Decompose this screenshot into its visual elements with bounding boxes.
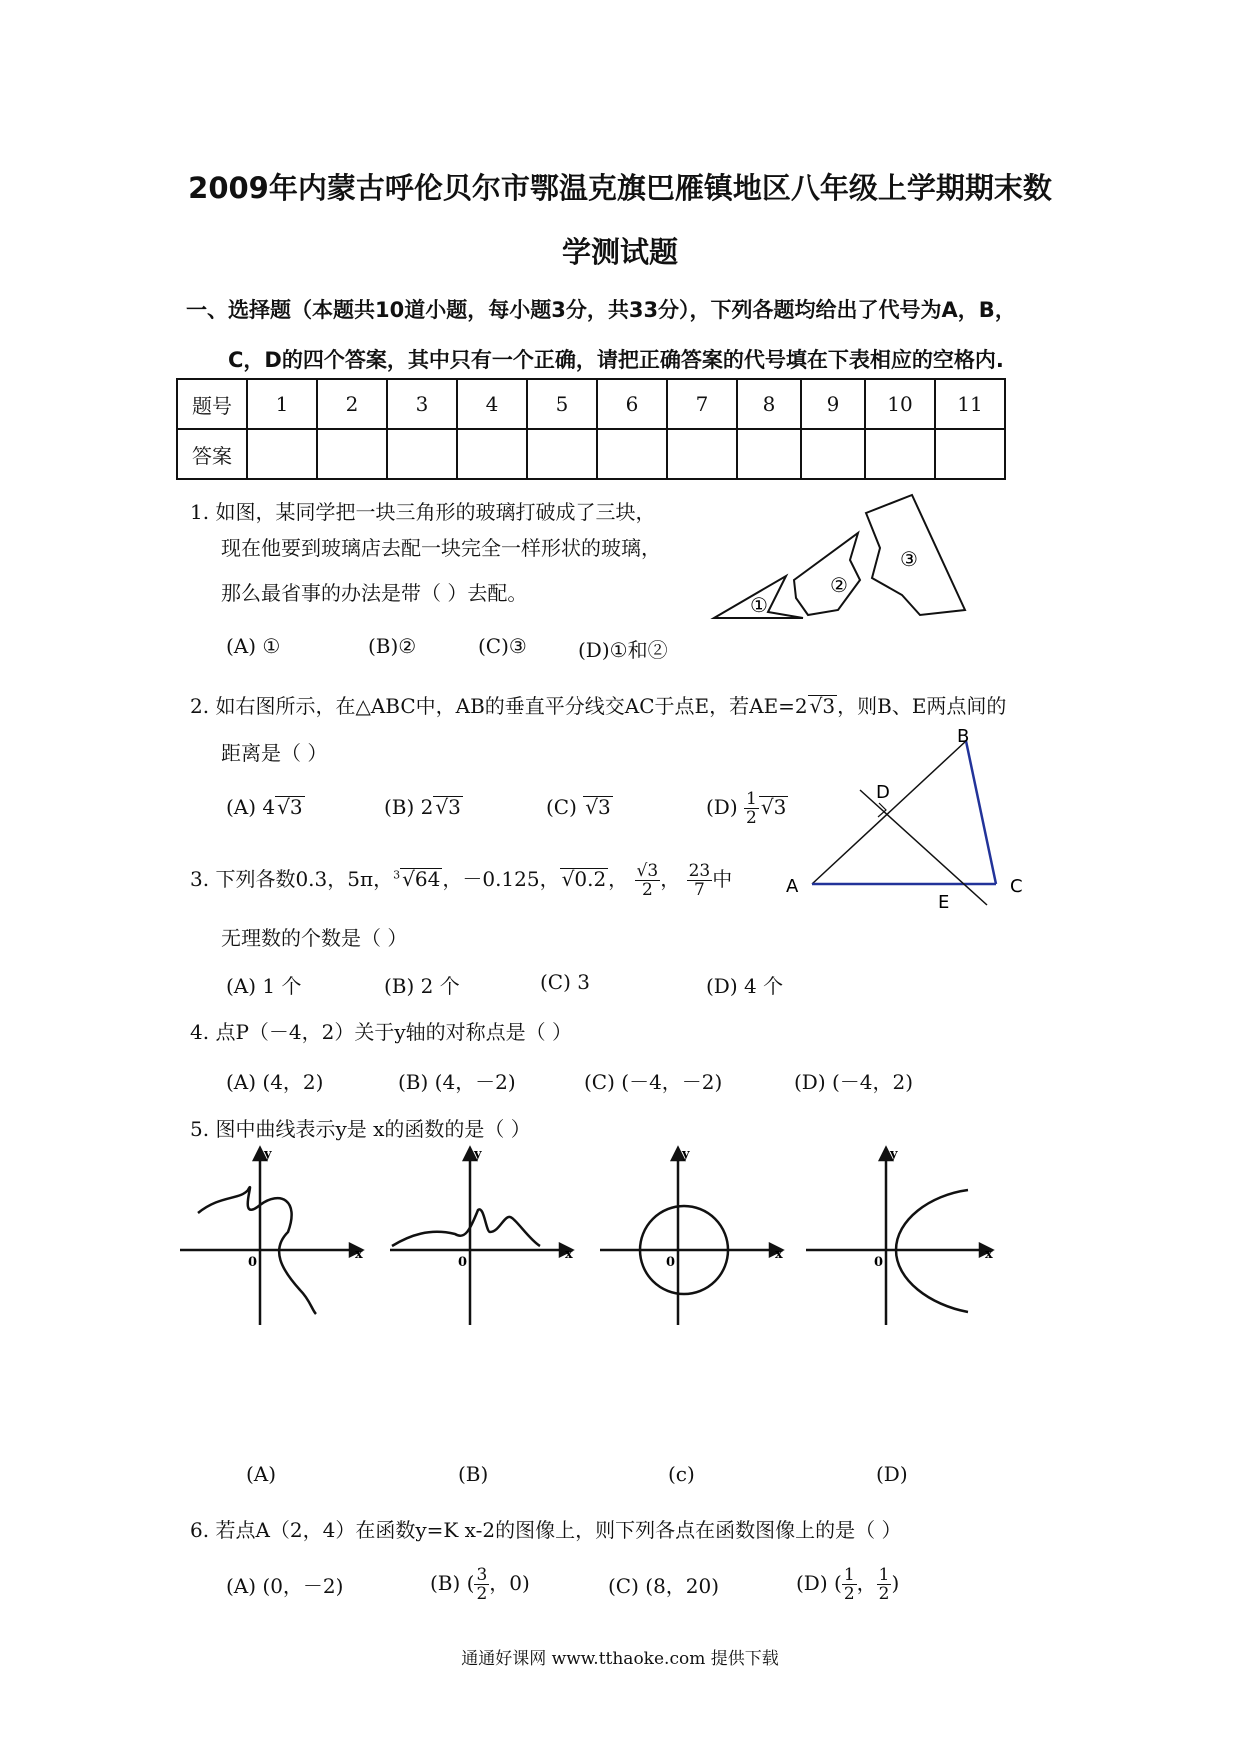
axis-x-label: x xyxy=(355,1247,363,1262)
q4-line1: 4. 点P（－4，2）关于y轴的对称点是（ ） xyxy=(190,1020,573,1044)
q1-option-c: (C)③ xyxy=(478,634,527,658)
q4-option-c: (C) (－4，－2) xyxy=(584,1070,723,1094)
q5-line1: 5. 图中曲线表示y是 x的函数的是（ ） xyxy=(190,1117,531,1141)
table-header-number: 题号 xyxy=(177,379,247,429)
q5-label-d: (D) xyxy=(876,1462,908,1486)
q5-label-b: (B) xyxy=(458,1462,489,1486)
axis-x-label: x xyxy=(985,1247,993,1262)
table-cell-number: 8 xyxy=(737,379,801,429)
cube-root-64: √64 xyxy=(402,867,441,891)
repeating-decimal: 0.3 xyxy=(295,867,328,891)
sqrt-3: √3 xyxy=(809,694,836,718)
q1-line2: 现在他要到玻璃店去配一块完全一样形状的玻璃， xyxy=(221,536,661,560)
q1-option-b: (B)② xyxy=(368,634,417,658)
vertex-label-c: C xyxy=(1010,876,1023,897)
q2-prefix: 2. 如右图所示，在△ABC中，AB的垂直平分线交AC于点E，若AE=2 xyxy=(190,694,808,718)
graph-b xyxy=(390,1148,572,1325)
footer: 通通好课网 www.tthaoke.com 提供下载 xyxy=(461,1649,779,1669)
q1-option-a: (A) ① xyxy=(226,634,281,658)
q3-option-a: (A) 1 个 xyxy=(226,974,302,998)
fraction-sqrt3-over-2: $\frac{√3}{2}$ xyxy=(636,861,659,900)
axis-y-label: y xyxy=(682,1147,690,1162)
q2-option-d: (D) $\frac{1}{2}$ √3 xyxy=(706,789,787,828)
q2-option-a: (A) 4 √3 xyxy=(226,795,303,819)
q6-option-d: (D) ( $\frac{1}{2}$ ， $\frac{1}{2}$ ) xyxy=(796,1565,900,1604)
axis-x-label: x xyxy=(565,1247,573,1262)
glass-label-3: ③ xyxy=(900,547,918,571)
q6-line1: 6. 若点A（2，4）在函数y=K x-2的图像上，则下列各点在函数图像上的是（ ） xyxy=(190,1518,902,1542)
glass-label-1: ① xyxy=(750,593,768,617)
q3-option-d: (D) 4 个 xyxy=(706,974,784,998)
axis-y-label: y xyxy=(264,1147,272,1162)
q6-option-a: (A) (0，－2) xyxy=(226,1574,344,1598)
table-cell-number: 6 xyxy=(597,379,667,429)
q2-suffix: ，则B、E两点间的 xyxy=(837,694,1007,718)
q6-option-b: (B) ( $\frac{3}{2}$ ，0) xyxy=(430,1565,530,1604)
page-title-line1: 2009年内蒙古呼伦贝尔市鄂温克旗巴雁镇地区八年级上学期期末数 xyxy=(188,171,1052,205)
q3-option-b: (B) 2 个 xyxy=(384,974,460,998)
section1-heading-line1: 一、选择题（本题共10道小题，每小题3分，共33分），下列各题均给出了代号为A，B， xyxy=(186,298,1016,322)
table-cell-number: 5 xyxy=(527,379,597,429)
vertex-label-b: B xyxy=(957,726,970,747)
origin-label: 0 xyxy=(458,1255,468,1270)
q1-line1: 1. 如图，某同学把一块三角形的玻璃打破成了三块， xyxy=(190,500,656,524)
origin-label: 0 xyxy=(248,1255,258,1270)
q1-line3: 那么最省事的办法是带（ ）去配。 xyxy=(221,581,528,605)
vertex-label-e: E xyxy=(938,892,950,913)
table-cell-number: 3 xyxy=(387,379,457,429)
q4-option-b: (B) (4，－2) xyxy=(398,1070,516,1094)
q1-option-d: (D)①和② xyxy=(578,638,668,662)
glass-label-2: ② xyxy=(830,573,848,597)
vertex-label-d: D xyxy=(876,782,890,803)
table-cell-number: 2 xyxy=(317,379,387,429)
vertex-label-a: A xyxy=(786,876,799,897)
q3-line2: 无理数的个数是（ ） xyxy=(221,926,408,950)
table-cell-number: 9 xyxy=(801,379,865,429)
q2-line2: 距离是（ ） xyxy=(221,741,328,765)
q5-label-a: (A) xyxy=(246,1462,277,1486)
origin-label: 0 xyxy=(666,1255,676,1270)
q4-option-d: (D) (－4，2) xyxy=(794,1070,914,1094)
axis-x-label: x xyxy=(775,1247,783,1262)
origin-label: 0 xyxy=(874,1255,884,1270)
axis-y-label: y xyxy=(474,1147,482,1162)
table-header-answer: 答案 xyxy=(177,429,247,479)
axis-y-label: y xyxy=(890,1147,898,1162)
sqrt-0-2: √0.2 xyxy=(561,867,607,891)
page-title-line2: 学测试题 xyxy=(561,235,678,269)
q6-option-c: (C) (8，20) xyxy=(608,1574,720,1598)
table-cell-number: 10 xyxy=(865,379,935,429)
q3-line1: 3. 下列各数0.3，5π，$^3$ √64 ，－0.125， √0.2 ， $\frac{√3}{2}$ ， $\frac{23}{7}$ 中 xyxy=(190,861,733,900)
table-cell-number: 7 xyxy=(667,379,737,429)
graph-a xyxy=(180,1148,362,1325)
table-cell-number: 1 xyxy=(247,379,317,429)
section1-heading-line2: C，D的四个答案，其中只有一个正确，请把正确答案的代号填在下表相应的空格内. xyxy=(228,348,1004,372)
q4-option-a: (A) (4，2) xyxy=(226,1070,324,1094)
table-cell-number: 4 xyxy=(457,379,527,429)
graph-c xyxy=(600,1148,782,1325)
q2-option-c: (C) √3 xyxy=(546,795,611,819)
table-cell-number: 11 xyxy=(935,379,1005,429)
graph-d xyxy=(806,1148,992,1325)
q3-option-c: (C) 3 xyxy=(540,970,590,994)
q2-option-b: (B) 2 √3 xyxy=(384,795,461,819)
q5-label-c: (c) xyxy=(668,1462,695,1486)
fraction-23-over-7: $\frac{23}{7}$ xyxy=(688,861,711,900)
